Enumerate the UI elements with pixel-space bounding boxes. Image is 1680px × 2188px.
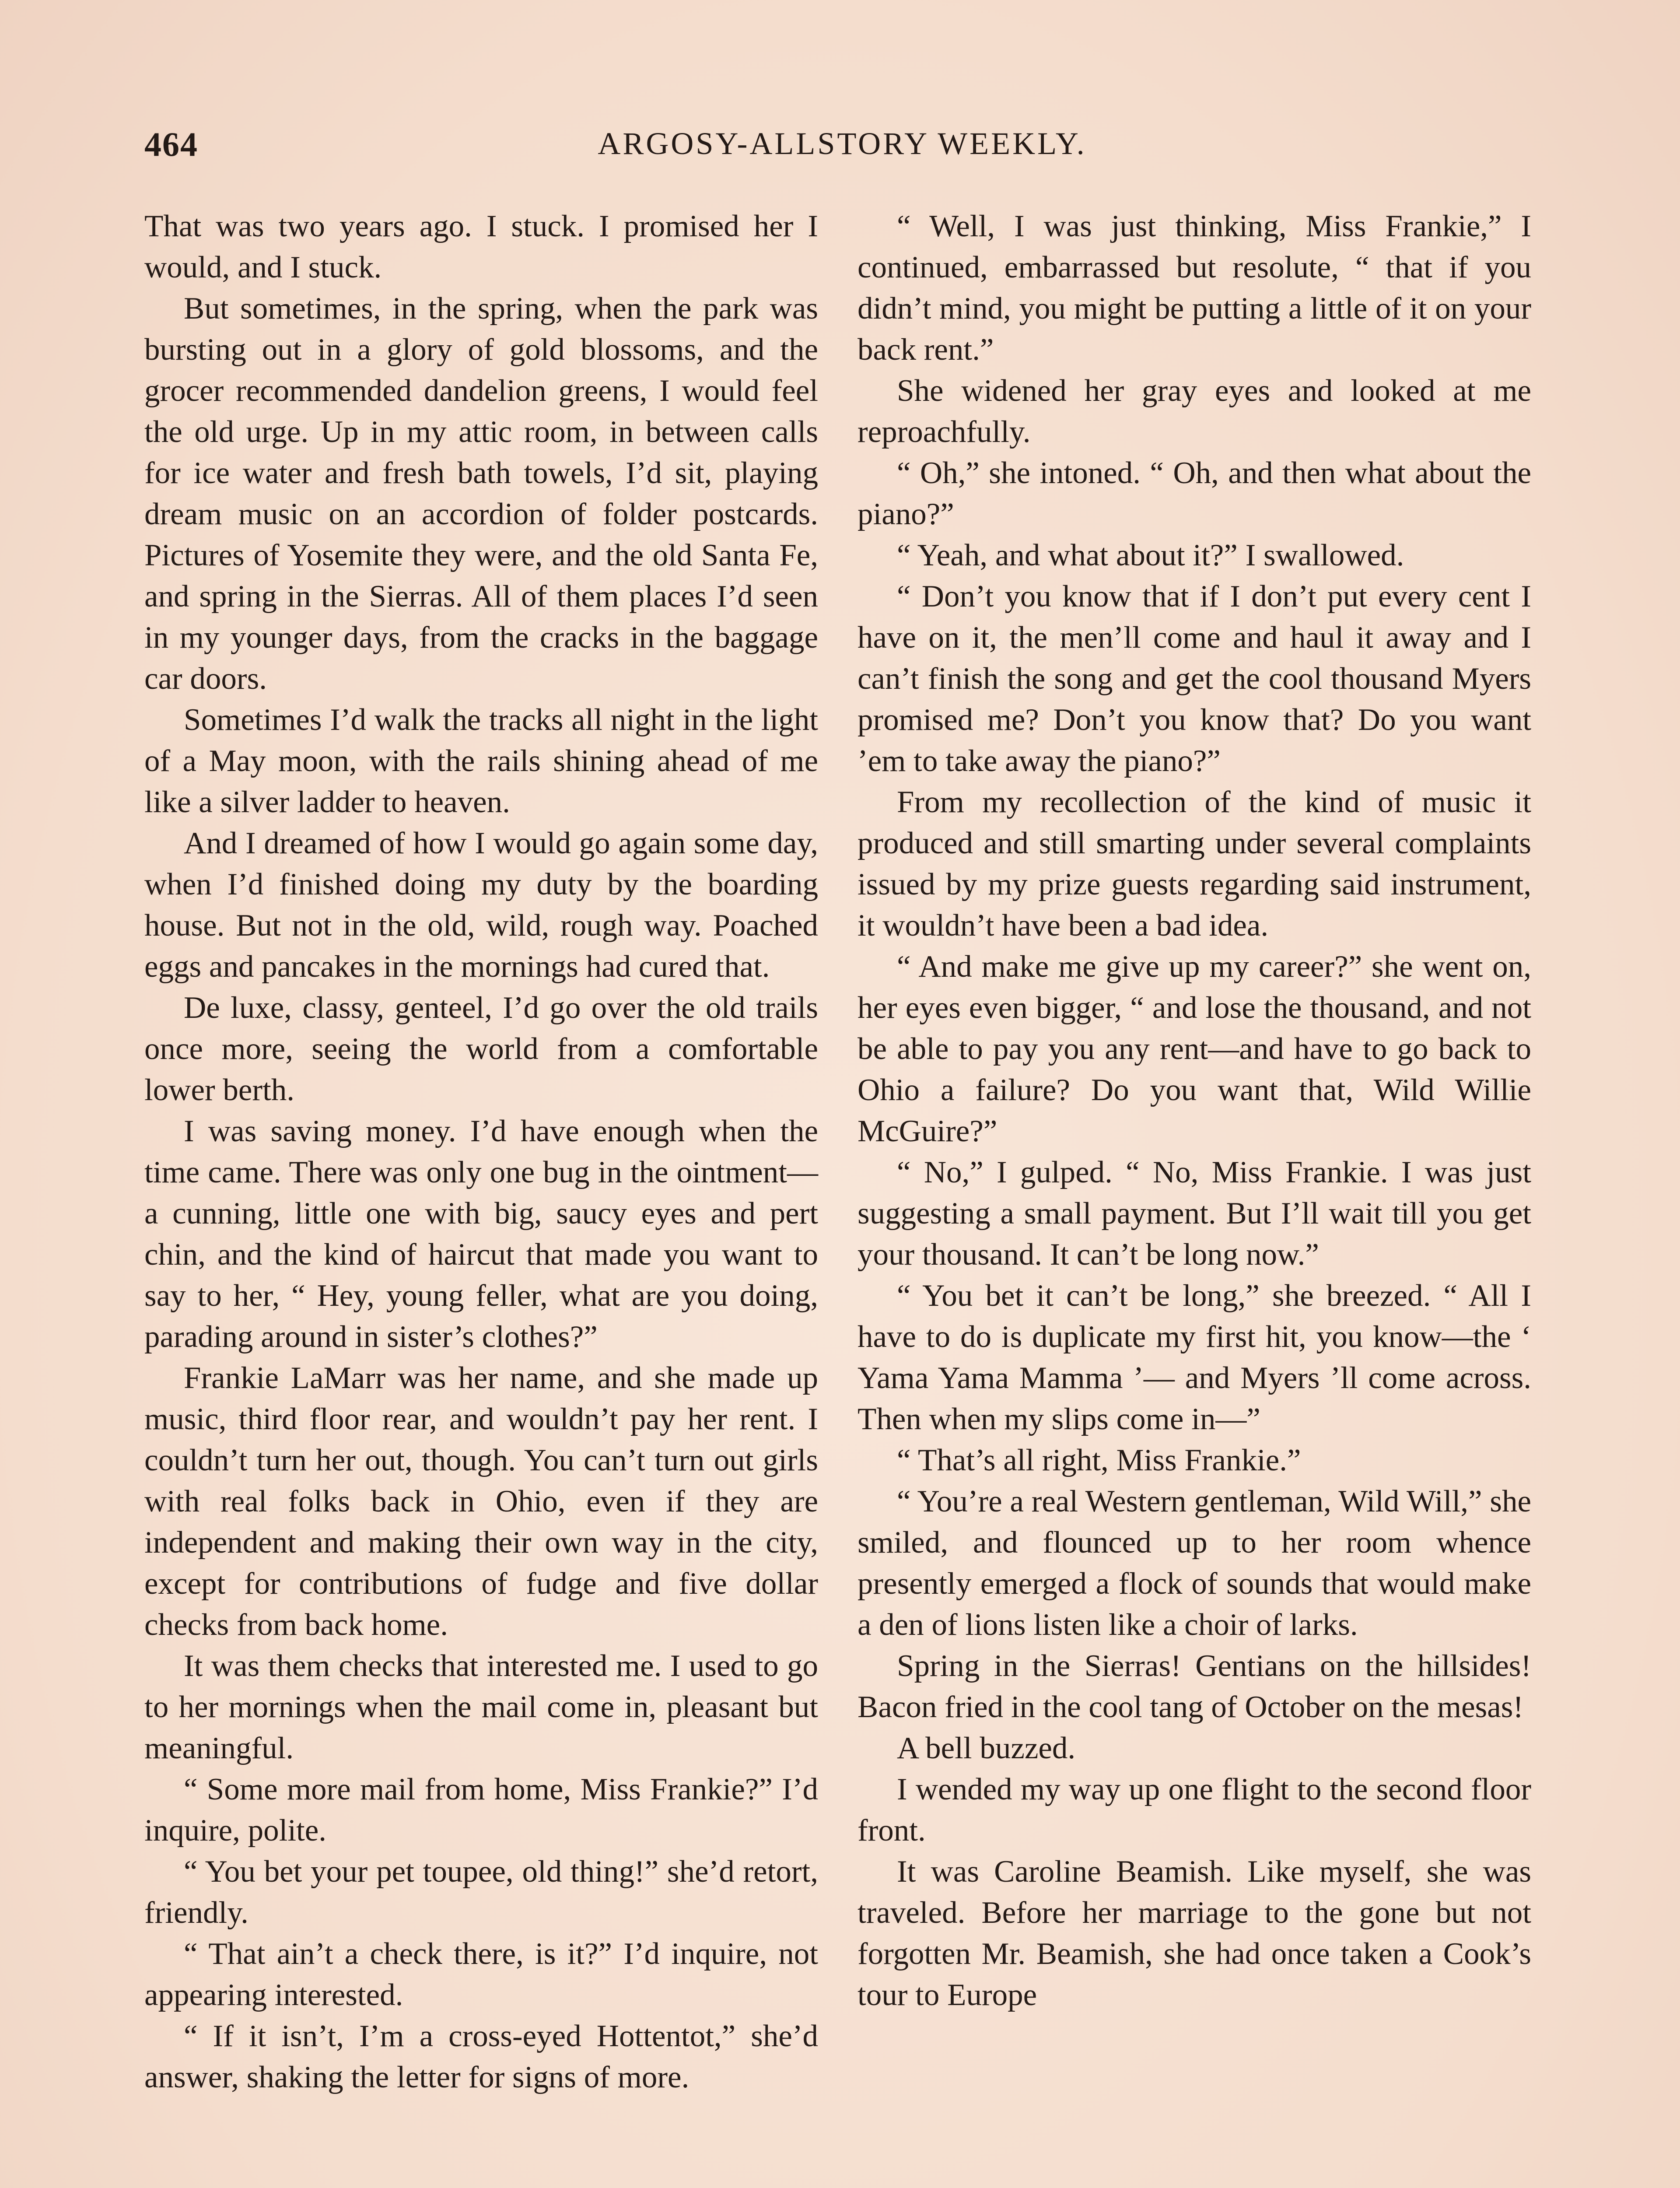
paragraph: “ You bet your pet toupee, old thing!” she’d retort, friendly. [144, 1855, 818, 1930]
page-header [144, 125, 1540, 177]
paragraph: It was Caroline Beamish. Like myself, she was traveled. Before her marriage to the gone but not forgotten Mr. Beamish, she had once taken a Cook’s tour to Europe [858, 1855, 1531, 2012]
paragraph: “ No,” I gulped. “ No, Miss Frankie. I was just suggesting a small payment. But I’ll wait till you get your thousand. It can’t be long now.” [858, 1155, 1531, 1272]
paragraph: Sometimes I’d walk the tracks all night in the light of a May moon, with the rails shining ahead of me like a silver ladder to heaven. [144, 703, 818, 819]
paragraph: “ That ain’t a check there, is it?” I’d inquire, not appearing interested. [144, 1937, 818, 2012]
paragraph: From my recollection of the kind of music it produced and still smarting under several complaints issued by my prize guests regarding said instrument, it wouldn’t have been a bad idea. [858, 785, 1531, 943]
paragraph: “ Don’t you know that if I don’t put every cent I have on it, the men’ll come and haul it away and I can’t finish the song and get the cool thousand Myers promised me? Don’t you know that? Do you want ’em to take away the piano?” [858, 579, 1531, 778]
paragraph: It was them checks that interested me. I used to go to her mornings when the mail come in, pleasant but meaningful. [144, 1649, 818, 1765]
right-column [858, 206, 1531, 2016]
paragraph: “ And make me give up my career?” she went on, her eyes even bigger, “ and lose the thousand, and not be able to pay you any rent—and have to go back to Ohio a failure? Do you want that, Wild Willie McGuire?” [858, 950, 1531, 1148]
paragraph: “ You’re a real Western gentleman, Wild Will,” she smiled, and flounced up to her room whence presently emerged a flock of sounds that would make a den of lions listen like a choir of larks. [858, 1484, 1531, 1642]
paragraph: Frankie LaMarr was her name, and she made up music, third floor rear, and wouldn’t pay her rent. I couldn’t turn her out, though. You can’t turn out girls with real folks back in Ohio, even if they are independent and making their own way in the city, except for contributions of fudge and five dollar checks from back home. [144, 1361, 818, 1642]
paragraph: “ Oh,” she intoned. “ Oh, and then what about the piano?” [858, 456, 1531, 531]
paragraph: “ Some more mail from home, Miss Frankie?” I’d inquire, polite. [144, 1772, 818, 1848]
running-title: ARGOSY-ALLSTORY WEEKLY. [598, 126, 1087, 161]
paragraph: And I dreamed of how I would go again some day, when I’d finished doing my duty by the boarding house. But not in the old, wild, rough way. Poached eggs and pancakes in the mornings had cured that. [144, 826, 818, 984]
paragraph: A bell buzzed. [897, 1731, 1076, 1765]
paragraph: “ If it isn’t, I’m a cross-eyed Hottentot,” she’d answer, shaking the letter for signs of more. [144, 2019, 818, 2094]
paragraph: “ You bet it can’t be long,” she breezed. “ All I have to do is duplicate my first hit, you know—the ‘ Yama Yama Mamma ’— and Myers ’ll come across. Then when my slips come in—” [858, 1279, 1531, 1436]
paragraph: I was saving money. I’d have enough when the time came. There was only one bug in the ointment—a cunning, little one with big, saucy eyes and pert chin, and the kind of haircut that made you want to say to her, “ Hey, young feller, what are you doing, parading around in sister’s clothes?” [144, 1114, 818, 1354]
left-column [144, 206, 818, 2098]
paragraph: I wended my way up one flight to the second floor front. [858, 1772, 1531, 1848]
paragraph: “ Yeah, and what about it?” I swallowed. [897, 538, 1404, 572]
paragraph: De luxe, classy, genteel, I’d go over the old trails once more, seeing the world from a comfortable lower berth. [144, 991, 818, 1107]
paragraph: That was two years ago. I stuck. I promised her I would, and I stuck. [144, 209, 818, 284]
paragraph: “ That’s all right, Miss Frankie.” [897, 1443, 1301, 1477]
paragraph: “ Well, I was just thinking, Miss Frankie,” I continued, embarrassed but resolute, “ that if you didn’t mind, you might be putting a little of it on your back rent.” [858, 209, 1531, 367]
paragraph: Spring in the Sierras! Gentians on the hillsides! Bacon fried in the cool tang of October on the mesas! [858, 1649, 1531, 1724]
paragraph: She widened her gray eyes and looked at me reproachfully. [858, 374, 1531, 449]
page-number: 464 [144, 125, 198, 163]
paragraph: But sometimes, in the spring, when the park was bursting out in a glory of gold blossoms, and the grocer recommended dandelion greens, I would feel the old urge. Up in my attic room, in between calls for ice water and fresh bath towels, I’d sit, playing dream music on an accordion of folder postcards. Pictures of Yosemite they were, and the old Santa Fe, and spring in the Sierras. All of them places I’d seen in my younger days, from the cracks in the baggage car doors. [144, 291, 818, 696]
